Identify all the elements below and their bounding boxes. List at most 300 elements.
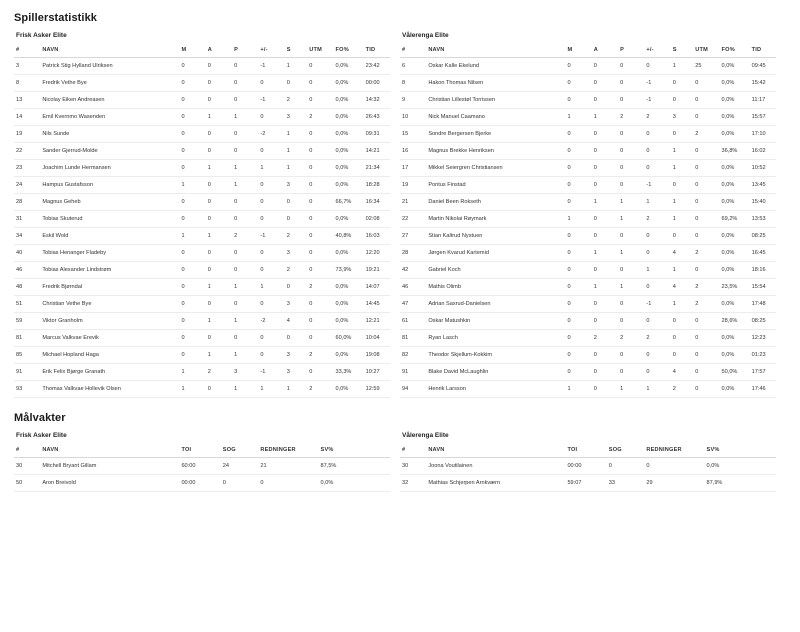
cell-time: 00:00 <box>364 75 390 92</box>
cell-points: 1 <box>618 194 644 211</box>
cell-plusminus: 1 <box>258 279 284 296</box>
cell-shots: 1 <box>671 58 694 75</box>
cell-number: 48 <box>14 279 40 296</box>
cell-points: 1 <box>618 245 644 262</box>
cell-number: 14 <box>14 109 40 126</box>
cell-penalty-minutes: 0 <box>307 262 333 279</box>
cell-points: 0 <box>618 347 644 364</box>
cell-time: 12:20 <box>364 245 390 262</box>
cell-points: 0 <box>232 245 258 262</box>
cell-assists: 0 <box>592 177 618 194</box>
cell-time: 16:03 <box>364 228 390 245</box>
cell-shots: 0 <box>671 75 694 92</box>
cell-shots: 3 <box>285 245 308 262</box>
cell-time: 19:08 <box>364 347 390 364</box>
col-time: TID <box>750 43 776 58</box>
cell-plusminus: 0 <box>644 160 670 177</box>
cell-name: Michael Hopland Haga <box>40 347 179 364</box>
cell-faceoff-pct: 0,0% <box>334 160 364 177</box>
cell-name: Tobias Henanger Fladeby <box>40 245 179 262</box>
cell-shots: 4 <box>671 364 694 381</box>
table-row <box>14 364 390 381</box>
cell-plusminus: 0 <box>258 296 284 313</box>
table-row <box>14 109 390 126</box>
cell-number: 61 <box>400 313 426 330</box>
cell-assists: 0 <box>592 58 618 75</box>
table-row <box>400 58 776 75</box>
col-number: # <box>400 443 426 458</box>
table-row <box>14 245 390 262</box>
cell-faceoff-pct: 73,9% <box>334 262 364 279</box>
cell-assists: 1 <box>206 160 232 177</box>
cell-plusminus: 1 <box>644 381 670 398</box>
cell-points: 0 <box>618 75 644 92</box>
home-goalies-table <box>14 443 390 492</box>
away-skaters-column <box>400 32 786 398</box>
cell-plusminus: 0 <box>258 75 284 92</box>
table-row <box>14 126 390 143</box>
cell-number: 32 <box>400 475 426 492</box>
cell-shots-on-goal: 24 <box>221 458 259 475</box>
cell-points: 1 <box>232 279 258 296</box>
table-row <box>400 313 776 330</box>
cell-assists: 0 <box>592 381 618 398</box>
cell-plusminus: 2 <box>644 330 670 347</box>
cell-assists: 0 <box>592 364 618 381</box>
cell-goals: 0 <box>179 245 205 262</box>
cell-assists: 0 <box>592 143 618 160</box>
cell-assists: 0 <box>206 194 232 211</box>
cell-time: 10:52 <box>750 160 776 177</box>
cell-number: 40 <box>14 245 40 262</box>
cell-assists: 1 <box>592 109 618 126</box>
cell-name: Fredrik Vethe Bye <box>40 75 179 92</box>
cell-faceoff-pct: 0,0% <box>334 143 364 160</box>
table-row <box>14 92 390 109</box>
col-save-pct: SV% <box>705 443 743 458</box>
cell-penalty-minutes: 0 <box>307 313 333 330</box>
table-row <box>400 381 776 398</box>
cell-plusminus: 0 <box>644 143 670 160</box>
cell-shots: 0 <box>285 75 308 92</box>
cell-plusminus: 0 <box>644 58 670 75</box>
cell-time: 14:21 <box>364 143 390 160</box>
cell-points: 0 <box>618 228 644 245</box>
cell-goals: 0 <box>565 126 591 143</box>
cell-points: 0 <box>232 58 258 75</box>
cell-name: Mathis Olimb <box>426 279 565 296</box>
cell-plusminus: 0 <box>258 109 284 126</box>
cell-saves: 0 <box>258 475 318 492</box>
cell-plusminus: -1 <box>644 92 670 109</box>
cell-penalty-minutes: 0 <box>693 211 719 228</box>
cell-penalty-minutes: 0 <box>693 109 719 126</box>
table-row <box>14 75 390 92</box>
cell-penalty-minutes: 2 <box>307 381 333 398</box>
cell-points: 3 <box>232 364 258 381</box>
cell-goals: 0 <box>565 177 591 194</box>
cell-name: Daniel Been Rokseth <box>426 194 565 211</box>
cell-assists: 2 <box>206 364 232 381</box>
cell-penalty-minutes: 0 <box>693 381 719 398</box>
cell-assists: 1 <box>206 228 232 245</box>
cell-number: 46 <box>400 279 426 296</box>
col-name: NAVN <box>426 443 565 458</box>
cell-goals: 0 <box>179 330 205 347</box>
cell-shots: 1 <box>285 58 308 75</box>
cell-time: 14:07 <box>364 279 390 296</box>
cell-faceoff-pct: 0,0% <box>720 296 750 313</box>
cell-goals: 0 <box>565 279 591 296</box>
home-team-name-goalies: Frisk Asker Elite <box>16 432 67 439</box>
cell-points: 0 <box>232 126 258 143</box>
cell-goals: 1 <box>565 109 591 126</box>
cell-name: Gabriel Koch <box>426 262 565 279</box>
cell-penalty-minutes: 0 <box>693 194 719 211</box>
col-assists: A <box>592 43 618 58</box>
cell-plusminus: 0 <box>644 126 670 143</box>
table-header-row <box>14 443 390 458</box>
cell-shots: 0 <box>671 313 694 330</box>
cell-assists: 0 <box>592 347 618 364</box>
cell-faceoff-pct: 60,0% <box>334 330 364 347</box>
cell-assists: 0 <box>206 381 232 398</box>
cell-time: 17:57 <box>750 364 776 381</box>
cell-number: 91 <box>14 364 40 381</box>
cell-name: Marcus Valkvae Erevik <box>40 330 179 347</box>
table-row <box>400 279 776 296</box>
cell-shots: 2 <box>285 228 308 245</box>
cell-goals: 0 <box>179 347 205 364</box>
col-assists: A <box>206 43 232 58</box>
cell-shots: 0 <box>285 279 308 296</box>
cell-faceoff-pct: 0,0% <box>334 126 364 143</box>
cell-assists: 1 <box>592 279 618 296</box>
cell-time: 12:59 <box>364 381 390 398</box>
table-row <box>14 211 390 228</box>
cell-goals: 0 <box>565 143 591 160</box>
table-row <box>400 228 776 245</box>
cell-faceoff-pct: 66,7% <box>334 194 364 211</box>
cell-time: 17:10 <box>750 126 776 143</box>
cell-penalty-minutes: 2 <box>307 279 333 296</box>
cell-goals: 1 <box>179 381 205 398</box>
cell-points: 0 <box>618 160 644 177</box>
cell-points: 2 <box>232 228 258 245</box>
table-row <box>14 194 390 211</box>
cell-penalty-minutes: 0 <box>307 330 333 347</box>
cell-faceoff-pct: 0,0% <box>334 245 364 262</box>
col-number: # <box>400 43 426 58</box>
cell-points: 0 <box>618 92 644 109</box>
table-row <box>400 211 776 228</box>
cell-name: Thomas Valkvae Hollevik Olsen <box>40 381 179 398</box>
cell-plusminus: 2 <box>644 211 670 228</box>
cell-name: Oskar Matushkin <box>426 313 565 330</box>
cell-faceoff-pct: 0,0% <box>720 228 750 245</box>
cell-goals: 1 <box>179 177 205 194</box>
cell-faceoff-pct: 0,0% <box>334 58 364 75</box>
cell-points: 0 <box>232 330 258 347</box>
col-name: NAVN <box>40 443 179 458</box>
table-row <box>400 262 776 279</box>
cell-assists: 0 <box>206 126 232 143</box>
cell-shots: 0 <box>285 194 308 211</box>
cell-time: 14:32 <box>364 92 390 109</box>
cell-shots: 0 <box>671 92 694 109</box>
cell-points: 0 <box>232 194 258 211</box>
cell-assists: 0 <box>592 262 618 279</box>
cell-plusminus: 0 <box>644 245 670 262</box>
cell-shots: 3 <box>285 177 308 194</box>
cell-points: 0 <box>618 364 644 381</box>
cell-shots: 1 <box>671 143 694 160</box>
cell-name: Hampus Gustafsson <box>40 177 179 194</box>
cell-save-pct: 0,0% <box>705 458 743 475</box>
cell-goals: 0 <box>565 313 591 330</box>
col-shots: S <box>285 43 308 58</box>
cell-number: 47 <box>400 296 426 313</box>
cell-faceoff-pct: 0,0% <box>720 109 750 126</box>
cell-penalty-minutes: 0 <box>693 262 719 279</box>
cell-number: 50 <box>14 475 40 492</box>
cell-points: 0 <box>618 58 644 75</box>
cell-faceoff-pct: 0,0% <box>720 381 750 398</box>
cell-assists: 0 <box>592 296 618 313</box>
cell-assists: 0 <box>592 92 618 109</box>
cell-penalty-minutes: 0 <box>693 313 719 330</box>
col-name: NAVN <box>40 43 179 58</box>
table-row <box>14 160 390 177</box>
cell-number: 51 <box>14 296 40 313</box>
cell-shots: 4 <box>285 313 308 330</box>
cell-name: Jørgen Kvarud Kartemid <box>426 245 565 262</box>
cell-points: 0 <box>618 143 644 160</box>
cell-shots: 0 <box>285 211 308 228</box>
cell-points: 1 <box>618 279 644 296</box>
cell-faceoff-pct: 23,5% <box>720 279 750 296</box>
cell-number: 9 <box>400 92 426 109</box>
cell-number: 24 <box>14 177 40 194</box>
cell-name: Joona Voutilainen <box>426 458 565 475</box>
col-toi: TOI <box>179 443 220 458</box>
cell-name: Eskil Wold <box>40 228 179 245</box>
cell-faceoff-pct: 28,6% <box>720 313 750 330</box>
cell-goals: 0 <box>565 330 591 347</box>
cell-penalty-minutes: 2 <box>307 109 333 126</box>
table-row <box>400 330 776 347</box>
cell-saves: 29 <box>644 475 704 492</box>
cell-faceoff-pct: 0,0% <box>720 75 750 92</box>
cell-shots: 1 <box>671 194 694 211</box>
cell-plusminus: 0 <box>644 313 670 330</box>
cell-faceoff-pct: 0,0% <box>720 245 750 262</box>
cell-name: Erik Felix Bjørge Granath <box>40 364 179 381</box>
cell-assists: 0 <box>206 245 232 262</box>
goalie-tables-row <box>14 432 786 492</box>
cell-faceoff-pct: 0,0% <box>334 211 364 228</box>
cell-points: 1 <box>232 313 258 330</box>
cell-penalty-minutes: 0 <box>307 364 333 381</box>
col-save-pct: SV% <box>319 443 357 458</box>
cell-plusminus: 0 <box>258 347 284 364</box>
table-row <box>14 177 390 194</box>
cell-number: 6 <box>400 58 426 75</box>
table-row <box>14 296 390 313</box>
cell-penalty-minutes: 0 <box>693 177 719 194</box>
cell-faceoff-pct: 0,0% <box>720 330 750 347</box>
cell-assists: 0 <box>206 177 232 194</box>
cell-faceoff-pct: 36,8% <box>720 143 750 160</box>
cell-penalty-minutes: 2 <box>693 245 719 262</box>
cell-shots: 3 <box>285 296 308 313</box>
cell-points: 1 <box>618 211 644 228</box>
cell-number: 30 <box>14 458 40 475</box>
col-faceoff-pct: FO% <box>334 43 364 58</box>
cell-faceoff-pct: 33,3% <box>334 364 364 381</box>
cell-time: 13:53 <box>750 211 776 228</box>
cell-goals: 0 <box>179 143 205 160</box>
cell-time: 16:02 <box>750 143 776 160</box>
cell-plusminus: -1 <box>644 296 670 313</box>
cell-points: 1 <box>618 381 644 398</box>
cell-points: 0 <box>618 177 644 194</box>
cell-time: 17:46 <box>750 381 776 398</box>
cell-goals: 0 <box>179 296 205 313</box>
cell-assists: 0 <box>592 228 618 245</box>
cell-goals: 0 <box>179 75 205 92</box>
table-row <box>400 458 776 475</box>
cell-time: 17:48 <box>750 296 776 313</box>
cell-number: 19 <box>14 126 40 143</box>
cell-assists: 1 <box>206 313 232 330</box>
cell-number: 31 <box>14 211 40 228</box>
cell-goals: 1 <box>565 381 591 398</box>
cell-name: Magnus Brekke Henriksen <box>426 143 565 160</box>
cell-penalty-minutes: 0 <box>693 330 719 347</box>
table-row <box>14 381 390 398</box>
cell-number: 8 <box>14 75 40 92</box>
cell-points: 0 <box>232 92 258 109</box>
cell-number: 23 <box>14 160 40 177</box>
cell-penalty-minutes: 0 <box>693 347 719 364</box>
home-goalies-column <box>14 432 400 492</box>
cell-plusminus: 0 <box>644 347 670 364</box>
table-row <box>400 347 776 364</box>
cell-name: Patrick Stig Hylland Ulriksen <box>40 58 179 75</box>
col-plusminus: +/- <box>258 43 284 58</box>
cell-assists: 0 <box>206 92 232 109</box>
cell-faceoff-pct: 0,0% <box>334 381 364 398</box>
cell-points: 1 <box>232 381 258 398</box>
cell-name: Ryan Lasch <box>426 330 565 347</box>
cell-time: 13:45 <box>750 177 776 194</box>
cell-points: 0 <box>618 262 644 279</box>
cell-goals: 0 <box>565 296 591 313</box>
cell-assists: 0 <box>592 160 618 177</box>
cell-plusminus: 0 <box>644 279 670 296</box>
table-row <box>14 262 390 279</box>
cell-number: 8 <box>400 75 426 92</box>
cell-plusminus: 0 <box>258 211 284 228</box>
col-shots-on-goal: SOG <box>221 443 259 458</box>
cell-penalty-minutes: 2 <box>693 279 719 296</box>
cell-shots: 3 <box>671 109 694 126</box>
cell-penalty-minutes: 2 <box>693 296 719 313</box>
cell-penalty-minutes: 0 <box>307 143 333 160</box>
cell-name: Nils Sunde <box>40 126 179 143</box>
cell-time: 15:42 <box>750 75 776 92</box>
cell-save-pct: 87,9% <box>705 475 743 492</box>
table-header-row <box>14 43 390 58</box>
table-row <box>400 126 776 143</box>
cell-goals: 0 <box>179 109 205 126</box>
cell-penalty-minutes: 0 <box>307 228 333 245</box>
cell-number: 94 <box>400 381 426 398</box>
col-saves: REDNINGER <box>258 443 318 458</box>
cell-plusminus: 0 <box>258 262 284 279</box>
col-number: # <box>14 43 40 58</box>
cell-shots-on-goal: 0 <box>607 458 645 475</box>
cell-plusminus: -1 <box>644 75 670 92</box>
cell-penalty-minutes: 2 <box>307 347 333 364</box>
cell-plusminus: 1 <box>644 194 670 211</box>
cell-time: 18:16 <box>750 262 776 279</box>
cell-save-pct: 0,0% <box>319 475 357 492</box>
cell-faceoff-pct: 0,0% <box>720 160 750 177</box>
cell-faceoff-pct: 0,0% <box>334 296 364 313</box>
cell-penalty-minutes: 0 <box>307 92 333 109</box>
cell-save-pct: 87,5% <box>319 458 357 475</box>
away-team-name: Vålerenga Elite <box>402 32 449 39</box>
cell-shots: 1 <box>285 160 308 177</box>
cell-points: 2 <box>618 109 644 126</box>
cell-assists: 1 <box>206 347 232 364</box>
cell-time: 21:34 <box>364 160 390 177</box>
table-row <box>400 245 776 262</box>
cell-plusminus: -1 <box>644 177 670 194</box>
cell-name: Fredrik Bjørndal <box>40 279 179 296</box>
cell-spacer <box>356 475 390 492</box>
cell-number: 59 <box>14 313 40 330</box>
cell-time: 18:28 <box>364 177 390 194</box>
cell-points: 0 <box>232 75 258 92</box>
col-goals: M <box>565 43 591 58</box>
cell-faceoff-pct: 0,0% <box>720 58 750 75</box>
cell-time: 11:17 <box>750 92 776 109</box>
cell-name: Martin Nikolai Røymark <box>426 211 565 228</box>
cell-shots: 0 <box>671 177 694 194</box>
cell-plusminus: -1 <box>258 364 284 381</box>
cell-name: Sander Gjerrud-Molde <box>40 143 179 160</box>
cell-number: 22 <box>400 211 426 228</box>
cell-number: 19 <box>400 177 426 194</box>
col-goals: M <box>179 43 205 58</box>
cell-time: 08:25 <box>750 313 776 330</box>
cell-time: 02:08 <box>364 211 390 228</box>
col-faceoff-pct: FO% <box>720 43 750 58</box>
cell-assists: 1 <box>592 194 618 211</box>
cell-name: Sondre Bergersen Bjerke <box>426 126 565 143</box>
cell-time: 10:04 <box>364 330 390 347</box>
cell-points: 0 <box>618 313 644 330</box>
cell-number: 46 <box>14 262 40 279</box>
cell-faceoff-pct: 0,0% <box>334 279 364 296</box>
cell-time: 10:27 <box>364 364 390 381</box>
cell-name: Henrik Larsson <box>426 381 565 398</box>
cell-shots: 3 <box>285 364 308 381</box>
cell-time: 09:45 <box>750 58 776 75</box>
